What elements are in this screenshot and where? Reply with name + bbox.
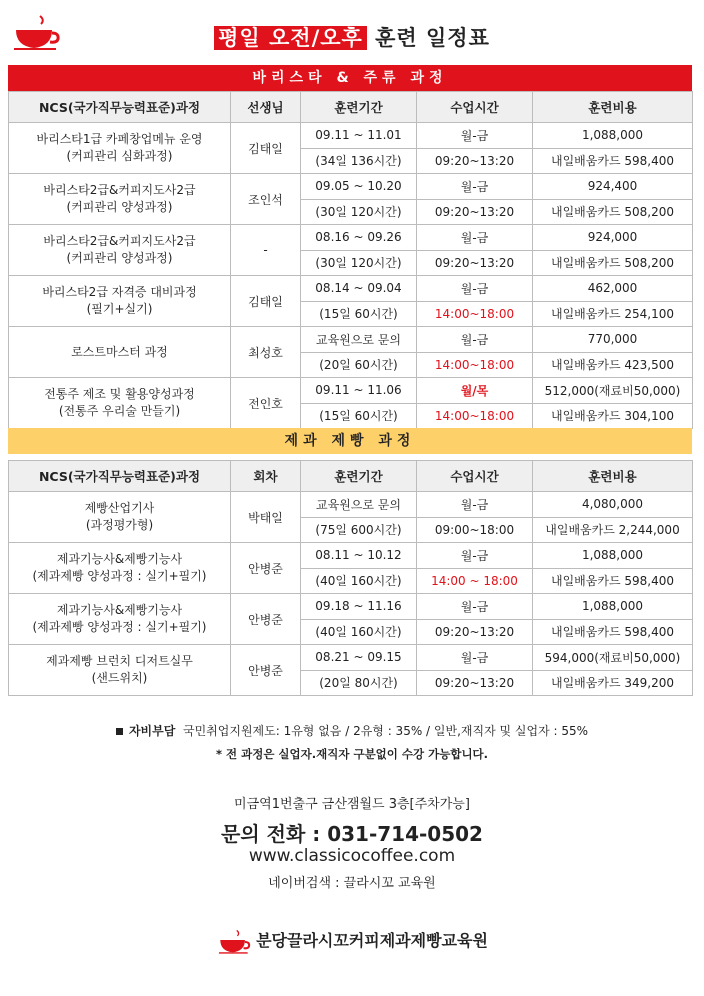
cost: 4,080,000 bbox=[533, 492, 693, 518]
course-name: 바리스타2급&커피지도사2급 (커피관리 양성과정) bbox=[9, 225, 231, 276]
course-name: 제과기능사&제빵기능사 (제과제빵 양성과정 : 실기+필기) bbox=[9, 543, 231, 594]
table-row bbox=[9, 543, 693, 569]
page-title bbox=[0, 22, 704, 52]
course-name: 전통주 제조 및 활용양성과정 (전통주 우리술 만들기) bbox=[9, 378, 231, 429]
course-name: 제과제빵 브런치 디저트실무 (샌드위치) bbox=[9, 645, 231, 696]
teacher: 최성호 bbox=[231, 327, 301, 378]
class-time: 09:20~13:20 bbox=[417, 148, 533, 174]
class-time: 09:20~13:20 bbox=[417, 619, 533, 645]
cost: 594,000(재료비50,000) bbox=[533, 645, 693, 671]
class-time: 09:00~18:00 bbox=[417, 517, 533, 543]
teacher: 김태일 bbox=[231, 123, 301, 174]
period-dates: 09.05 ~ 10.20 bbox=[301, 174, 417, 200]
card-cost: 내일배움카드 598,400 bbox=[533, 148, 693, 174]
header-course: NCS(국가직무능력표준)과정 bbox=[9, 461, 231, 492]
class-days: 월-금 bbox=[417, 174, 533, 200]
header-course: NCS(국가직무능력표준)과정 bbox=[9, 92, 231, 123]
teacher: 전인호 bbox=[231, 378, 301, 429]
period-dates: 교육원으로 문의 bbox=[301, 327, 417, 353]
course-name: 바리스타1급 카페창업메뉴 운영 (커피관리 심화과정) bbox=[9, 123, 231, 174]
header-session: 회차 bbox=[231, 461, 301, 492]
naver-search-text: 네이버검색 : 끌라시꼬 교육원 bbox=[268, 876, 436, 891]
cost: 512,000(재료비50,000) bbox=[533, 378, 693, 404]
period-dates: 09.11 ~ 11.01 bbox=[301, 123, 417, 149]
period-hours: (15일 60시간) bbox=[301, 403, 417, 429]
teacher: - bbox=[231, 225, 301, 276]
class-time: 14:00 ~ 18:00 bbox=[417, 568, 533, 594]
header-cost: 훈련비용 bbox=[533, 92, 693, 123]
cost: 1,088,000 bbox=[533, 594, 693, 620]
eligibility-note: * 전 과정은 실업자.재직자 구분없이 수강 가능합니다. bbox=[215, 747, 489, 761]
card-cost: 내일배움카드 508,200 bbox=[533, 250, 693, 276]
title-rest: 훈련 일정표 bbox=[375, 26, 490, 50]
card-cost: 내일배움카드 254,100 bbox=[533, 301, 693, 327]
barista-schedule-table bbox=[8, 91, 693, 429]
academy-name: 분당끌라시꼬커피제과제빵교육원 bbox=[256, 931, 488, 950]
cost: 770,000 bbox=[533, 327, 693, 353]
period-hours: (15일 60시간) bbox=[301, 301, 417, 327]
card-cost: 내일배움카드 598,400 bbox=[533, 568, 693, 594]
course-name: 바리스타2급 자격증 대비과정 (필기+실기) bbox=[9, 276, 231, 327]
card-cost: 내일배움카드 304,100 bbox=[533, 403, 693, 429]
card-cost: 내일배움카드 349,200 bbox=[533, 670, 693, 696]
table-row bbox=[9, 378, 693, 404]
course-name: 제과기능사&제빵기능사 (제과제빵 양성과정 : 실기+필기) bbox=[9, 594, 231, 645]
card-cost: 내일배움카드 423,500 bbox=[533, 352, 693, 378]
header-time: 수업시간 bbox=[417, 92, 533, 123]
teacher: 조인석 bbox=[231, 174, 301, 225]
teacher: 안병준 bbox=[231, 543, 301, 594]
class-time: 14:00~18:00 bbox=[417, 352, 533, 378]
class-time: 14:00~18:00 bbox=[417, 403, 533, 429]
period-hours: (20일 80시간) bbox=[301, 670, 417, 696]
class-time: 09:20~13:20 bbox=[417, 670, 533, 696]
class-days: 월/목 bbox=[417, 378, 533, 404]
period-hours: (34일 136시간) bbox=[301, 148, 417, 174]
title-highlight: 평일 오전/오후 bbox=[214, 26, 367, 50]
table-row bbox=[9, 492, 693, 518]
table-header-row bbox=[9, 92, 693, 123]
card-cost: 내일배움카드 598,400 bbox=[533, 619, 693, 645]
class-days: 월-금 bbox=[417, 225, 533, 251]
period-hours: (20일 60시간) bbox=[301, 352, 417, 378]
address: 미금역1번출구 금산잼월드 3층[주차가능] bbox=[234, 797, 470, 812]
cost: 924,400 bbox=[533, 174, 693, 200]
class-days: 월-금 bbox=[417, 594, 533, 620]
table-row bbox=[9, 123, 693, 149]
website-link[interactable]: www.classicocoffee.com bbox=[248, 846, 456, 866]
period-dates: 08.11 ~ 10.12 bbox=[301, 543, 417, 569]
section-bakery-title: 제과 제빵 과정 bbox=[8, 428, 692, 454]
cost: 1,088,000 bbox=[533, 123, 693, 149]
table-row bbox=[9, 174, 693, 200]
period-dates: 09.11 ~ 11.06 bbox=[301, 378, 417, 404]
header-period: 훈련기간 bbox=[301, 461, 417, 492]
phone-number: 문의 전화 : 031-714-0502 bbox=[221, 822, 483, 846]
header-cost: 훈련비용 bbox=[533, 461, 693, 492]
period-hours: (30일 120시간) bbox=[301, 199, 417, 225]
table-row bbox=[9, 594, 693, 620]
class-days: 월-금 bbox=[417, 327, 533, 353]
card-cost: 내일배움카드 508,200 bbox=[533, 199, 693, 225]
cost: 1,088,000 bbox=[533, 543, 693, 569]
course-name: 로스트마스터 과정 bbox=[9, 327, 231, 378]
class-time: 09:20~13:20 bbox=[417, 199, 533, 225]
period-dates: 08.21 ~ 09.15 bbox=[301, 645, 417, 671]
bakery-schedule-table bbox=[8, 460, 693, 696]
table-row bbox=[9, 327, 693, 353]
footer bbox=[0, 928, 704, 955]
period-hours: (40일 160시간) bbox=[301, 619, 417, 645]
class-time: 14:00~18:00 bbox=[417, 301, 533, 327]
teacher: 안병준 bbox=[231, 594, 301, 645]
class-days: 월-금 bbox=[417, 276, 533, 302]
table-row bbox=[9, 276, 693, 302]
cost: 924,000 bbox=[533, 225, 693, 251]
self-pay-note bbox=[0, 722, 704, 739]
period-dates: 08.16 ~ 09.26 bbox=[301, 225, 417, 251]
table-row bbox=[9, 645, 693, 671]
class-days: 월-금 bbox=[417, 123, 533, 149]
teacher: 김태일 bbox=[231, 276, 301, 327]
table-row bbox=[9, 225, 693, 251]
class-days: 월-금 bbox=[417, 543, 533, 569]
class-time: 09:20~13:20 bbox=[417, 250, 533, 276]
teacher: 박태일 bbox=[231, 492, 301, 543]
self-pay-label: 자비부담 bbox=[128, 724, 176, 738]
header-period: 훈련기간 bbox=[301, 92, 417, 123]
class-days: 월-금 bbox=[417, 645, 533, 671]
header-teacher: 선생님 bbox=[231, 92, 301, 123]
class-days: 월-금 bbox=[417, 492, 533, 518]
teacher: 안병준 bbox=[231, 645, 301, 696]
period-hours: (75일 600시간) bbox=[301, 517, 417, 543]
card-cost: 내일배움카드 2,244,000 bbox=[533, 517, 693, 543]
period-dates: 08.14 ~ 09.04 bbox=[301, 276, 417, 302]
cost: 462,000 bbox=[533, 276, 693, 302]
coffee-cup-footer-icon bbox=[216, 929, 252, 955]
table-header-row bbox=[9, 461, 693, 492]
bullet-square-icon bbox=[116, 728, 123, 735]
header-time: 수업시간 bbox=[417, 461, 533, 492]
period-dates: 09.18 ~ 11.16 bbox=[301, 594, 417, 620]
course-name: 바리스타2급&커피지도사2급 (커피관리 양성과정) bbox=[9, 174, 231, 225]
period-hours: (30일 120시간) bbox=[301, 250, 417, 276]
period-dates: 교육원으로 문의 bbox=[301, 492, 417, 518]
self-pay-text: 국민취업지원제도: 1유형 없음 / 2유형 : 35% / 일반,재직자 및 실업자 : 55% bbox=[182, 724, 589, 738]
period-hours: (40일 160시간) bbox=[301, 568, 417, 594]
section-barista-title: 바리스타 & 주류 과정 bbox=[8, 65, 692, 91]
course-name: 제빵산업기사 (과정평가형) bbox=[9, 492, 231, 543]
